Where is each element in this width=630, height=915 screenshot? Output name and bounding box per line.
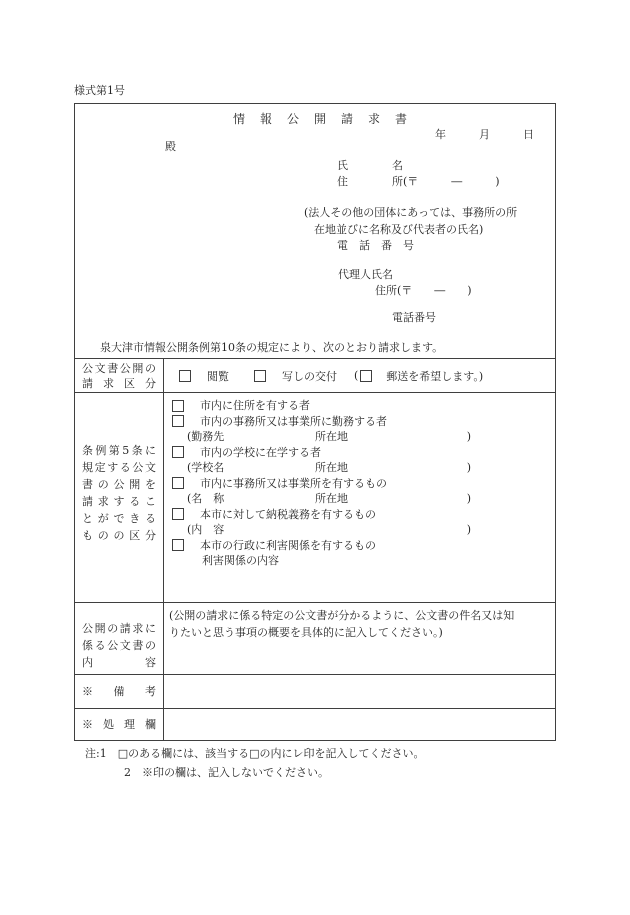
- option-business-label: 市内に事務所又は事業所を有するもの: [200, 476, 387, 490]
- row-eligibility: [75, 392, 555, 602]
- option-taxpayer-label: 本市に対して納税義務を有するもの: [200, 507, 376, 521]
- option-student-line: [164, 445, 555, 461]
- school-open-label: (学校名: [187, 461, 225, 474]
- document-header: [75, 603, 164, 674]
- option-mail-label: 郵送を希望します。): [386, 369, 484, 383]
- row-request-type: [75, 358, 555, 392]
- business-name-label: (名 称: [187, 492, 225, 505]
- header-line: ものの区分: [82, 528, 156, 542]
- business-close-paren: ): [466, 492, 471, 505]
- checkbox-worker[interactable]: [172, 415, 184, 427]
- checkbox-business[interactable]: [172, 477, 184, 489]
- tax-close-paren: ): [466, 523, 471, 536]
- header-line: 公開の請求に: [82, 622, 156, 635]
- workplace-open-label: (勤務先: [187, 430, 225, 443]
- processing-field[interactable]: [164, 709, 555, 740]
- processing-header: [75, 709, 164, 740]
- date-field[interactable]: 年 月 日: [435, 128, 534, 141]
- stakeholder-detail-field[interactable]: 利害関係の内容: [202, 554, 279, 567]
- checkbox-mail[interactable]: [360, 370, 372, 382]
- workplace-close-paren: ): [466, 430, 471, 443]
- header-line: 書の公開を: [82, 477, 156, 491]
- option-resident-line: [164, 398, 555, 414]
- school-close-paren: ): [466, 461, 471, 474]
- row-processing: [75, 708, 555, 740]
- agent-name-field[interactable]: 代理人氏名: [338, 268, 393, 281]
- form-table: [75, 358, 555, 740]
- header-line: 請求するこ: [82, 494, 156, 508]
- option-stakeholder-line: [164, 538, 555, 554]
- business-location-label: 所在地: [315, 492, 348, 505]
- header-line: ※処理欄: [82, 718, 156, 731]
- header-line: 請求区分: [82, 376, 156, 390]
- header-line: 規定する公文: [82, 460, 156, 474]
- applicant-name-field[interactable]: 氏 名: [337, 159, 403, 172]
- corporate-note-line2: 在地並びに名称及び代表者の氏名): [314, 223, 484, 236]
- header-line: 条例第5条に: [82, 443, 156, 457]
- checkbox-taxpayer[interactable]: [172, 508, 184, 520]
- option-business-line: [164, 476, 555, 492]
- eligibility-header: [75, 393, 164, 602]
- header-line: 内容: [82, 656, 156, 669]
- option-stakeholder-label: 本市の行政に利害関係を有するもの: [200, 538, 376, 552]
- form-style-number: 様式第1号: [74, 84, 125, 97]
- tax-content-label: (内 容: [187, 523, 225, 536]
- school-location-label: 所在地: [315, 461, 348, 474]
- checkbox-stakeholder[interactable]: [172, 539, 184, 551]
- checkbox-student[interactable]: [172, 446, 184, 458]
- checkbox-inspection[interactable]: [179, 370, 191, 382]
- corporate-note-line1: (法人その他の団体にあっては、事務所の所: [304, 206, 518, 219]
- checkbox-resident[interactable]: [172, 400, 184, 412]
- eligibility-options: [164, 393, 555, 602]
- tax-detail-field[interactable]: [187, 522, 471, 538]
- footnote-2: 2 ※印の欄は、記入しないでください。: [124, 766, 329, 779]
- form-border-box: [74, 103, 556, 741]
- document-description-field[interactable]: [164, 603, 555, 674]
- remarks-header: [75, 675, 164, 708]
- remarks-field[interactable]: [164, 675, 555, 708]
- option-taxpayer-line: [164, 507, 555, 523]
- header-line: とができる: [82, 511, 156, 525]
- header-line: 公文書公開の: [82, 361, 156, 375]
- business-detail-field[interactable]: [187, 491, 471, 507]
- agent-phone-field[interactable]: 電話番号: [392, 311, 436, 324]
- row-remarks: [75, 674, 555, 708]
- option-copy-label: 写しの交付: [282, 369, 337, 383]
- option-worker-label: 市内の事務所又は事業所に勤務する者: [200, 414, 387, 428]
- request-type-header: [75, 359, 164, 392]
- school-detail-field[interactable]: [187, 460, 471, 476]
- option-worker-line: [164, 414, 555, 430]
- addressee-label: 殿: [165, 140, 176, 153]
- checkbox-copy[interactable]: [254, 370, 266, 382]
- option-resident-label: 市内に住所を有する者: [200, 399, 310, 412]
- option-inspection-label: 閲覧: [207, 369, 229, 383]
- agent-address-field[interactable]: 住所(〒 ― ): [375, 284, 472, 297]
- header-line: ※備考: [82, 685, 156, 698]
- phone-field[interactable]: 電 話 番 号: [337, 239, 414, 252]
- description-hint-line1: (公開の請求に係る特定の公文書が分かるように、公文書の件名又は知: [169, 609, 515, 622]
- row-document-description: [75, 602, 555, 674]
- header-line: 係る公文書の: [82, 639, 156, 652]
- request-type-options: [164, 359, 555, 392]
- workplace-location-label: 所在地: [315, 430, 348, 443]
- description-hint-line2: りたいと思う事項の概要を具体的に記入してください。): [169, 626, 443, 639]
- applicant-address-field[interactable]: 住 所(〒 ― ): [337, 175, 500, 188]
- workplace-detail-field[interactable]: [187, 429, 471, 445]
- request-statement: 泉大津市情報公開条例第10条の規定により、次のとおり請求します。: [100, 341, 444, 354]
- option-student-label: 市内の学校に在学する者: [200, 445, 321, 459]
- form-title: 情報公開請求書: [233, 112, 423, 126]
- mail-paren-open: (: [354, 369, 359, 382]
- footnote-1: 注:1 □のある欄には、該当する□の内にレ印を記入してください。: [85, 747, 425, 760]
